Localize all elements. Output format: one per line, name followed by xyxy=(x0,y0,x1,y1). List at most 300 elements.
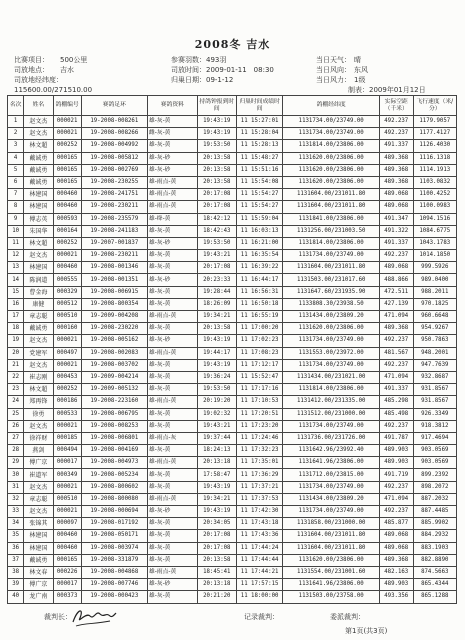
table-cell: 11 15:59:04 xyxy=(236,213,283,225)
table-row xyxy=(8,469,457,481)
table-cell: 19-2008-800602 xyxy=(81,481,147,493)
table-cell: 491.337 xyxy=(379,140,413,152)
table-cell: 徐祥财 xyxy=(24,432,53,444)
table-cell: 朱国华 xyxy=(24,225,53,237)
table-cell: 林文超 xyxy=(24,140,53,152)
table-cell: 雄-灰-黄 xyxy=(147,554,197,566)
table-cell: 雄-灰-黄 xyxy=(147,371,197,383)
table-cell: 1131712.00/23815.00 xyxy=(283,469,380,481)
table-cell: 20:13:58 xyxy=(197,164,236,176)
table-cell: 11 16:50:18 xyxy=(236,298,283,310)
table-cell: 雄-灰-黄 xyxy=(147,469,197,481)
table-cell: 12 xyxy=(8,250,24,262)
table-cell: 11 xyxy=(8,237,24,249)
table-cell: 33 xyxy=(8,506,24,518)
table-cell: 11 17:42:30 xyxy=(236,506,283,518)
table-cell: 489.368 xyxy=(379,176,413,188)
table-cell: 雄-灰-黄 xyxy=(147,225,197,237)
release-coords: 115600.00/271510.00 xyxy=(14,86,93,94)
table-cell: 11 15:28:04 xyxy=(236,128,283,140)
table-cell: 1014.1850 xyxy=(413,250,456,262)
table-cell: 37 xyxy=(8,554,24,566)
table-row xyxy=(8,152,457,164)
table-cell: 931.8567 xyxy=(413,396,456,408)
table-cell: 1131642.96/23992.40 xyxy=(283,445,380,457)
column-header: 飞行速度（米/分） xyxy=(413,96,456,116)
table-cell: 9 xyxy=(8,213,24,225)
table-row xyxy=(8,311,457,323)
table-cell: 000021 xyxy=(53,359,81,371)
table-cell: 000252 xyxy=(53,140,81,152)
table-cell: 1131256.00/231003.50 xyxy=(283,225,380,237)
table-cell: 19-2008-003702 xyxy=(81,359,147,371)
table-cell: 427.139 xyxy=(379,298,413,310)
table-row xyxy=(8,298,457,310)
table-cell: 000021 xyxy=(53,116,81,128)
table-cell: 郑再锋 xyxy=(24,396,53,408)
table-cell: 000593 xyxy=(53,213,81,225)
table-cell: 1116.1318 xyxy=(413,152,456,164)
table-row xyxy=(8,250,457,262)
weather-label: 当日天气： xyxy=(316,56,351,64)
committee-label: 委派裁判： xyxy=(330,613,365,621)
table-cell: 19:37:44 xyxy=(197,432,236,444)
table-cell: 19:44:17 xyxy=(197,347,236,359)
table-cell: 000226 xyxy=(53,566,81,578)
table-cell: 489.068 xyxy=(379,262,413,274)
table-cell: 19-2008-004992 xyxy=(81,140,147,152)
table-cell: 雄-灰-黄 xyxy=(147,140,197,152)
table-cell: 931.8567 xyxy=(413,384,456,396)
table-row xyxy=(8,201,457,213)
table-cell: 徐勇 xyxy=(24,408,53,420)
table-cell: 11 15:54:27 xyxy=(236,189,283,201)
table-cell: 1126.4030 xyxy=(413,140,456,152)
table-cell: 988.2011 xyxy=(413,286,456,298)
table-cell: 970.1825 xyxy=(413,298,456,310)
table-cell: 11 17:08:23 xyxy=(236,347,283,359)
table-cell: 雄-灰-黄 xyxy=(147,116,197,128)
table-cell: 雄-灰-砂 xyxy=(147,506,197,518)
table-cell: 000510 xyxy=(53,493,81,505)
table-cell: 947.7639 xyxy=(413,359,456,371)
table-cell: 865.1288 xyxy=(413,591,456,603)
table-cell: 19-2008-050171 xyxy=(81,530,147,542)
table-cell: 19:34:21 xyxy=(197,311,236,323)
table-cell: 932.8687 xyxy=(413,371,456,383)
page-number: 第1页(共3页) xyxy=(345,627,388,635)
table-cell: 曹金海 xyxy=(24,286,53,298)
table-cell: 25 xyxy=(8,408,24,420)
table-cell: 11 17:17:16 xyxy=(236,384,283,396)
table-cell: 雄-灰-黄 xyxy=(147,518,197,530)
release-place: 吉水 xyxy=(60,66,74,74)
entries: 493羽 xyxy=(206,56,227,64)
table-cell: 赵文杰 xyxy=(24,128,53,140)
table-cell: 000460 xyxy=(53,530,81,542)
table-cell: 林建国 xyxy=(24,530,53,542)
table-cell: 19-2008-005162 xyxy=(81,335,147,347)
release-place-label: 司放地点： xyxy=(14,66,49,74)
table-row xyxy=(8,286,457,298)
table-cell: 472.511 xyxy=(379,286,413,298)
print-date: 制表：2009年01月12日 xyxy=(348,86,426,94)
table-cell: 11 17:00:20 xyxy=(236,323,283,335)
table-cell: 雄-雨点-黄 xyxy=(147,493,197,505)
weather: 晴 xyxy=(354,56,361,64)
table-row xyxy=(8,116,457,128)
table-cell: 11 15:28:13 xyxy=(236,140,283,152)
table-cell: 3 xyxy=(8,140,24,152)
table-cell: 1131512.00/231000.00 xyxy=(283,408,380,420)
table-cell: 章志聪 xyxy=(24,493,53,505)
table-cell: 赵文杰 xyxy=(24,506,53,518)
table-cell: 19-2008-004868 xyxy=(81,566,147,578)
table-cell: 19-2008-002769 xyxy=(81,164,147,176)
table-cell: 林文超 xyxy=(24,237,53,249)
table-cell: 000185 xyxy=(53,432,81,444)
table-cell: 雄-灰-砂 xyxy=(147,152,197,164)
table-cell: 1131620.00/23806.00 xyxy=(283,152,380,164)
table-cell: 39 xyxy=(8,579,24,591)
table-cell: 陈润道 xyxy=(24,274,53,286)
table-cell: 11 17:35:01 xyxy=(236,457,283,469)
table-cell: 1179.9057 xyxy=(413,116,456,128)
table-cell: 11 17:44:21 xyxy=(236,566,283,578)
table-cell: 489.903 xyxy=(379,579,413,591)
table-row xyxy=(8,262,457,274)
table-cell: 雄-灰-黄 xyxy=(147,445,197,457)
table-cell: 000186 xyxy=(53,396,81,408)
referee-label: 裁判长： xyxy=(44,613,72,621)
table-cell: 489.903 xyxy=(379,457,413,469)
table-cell: 1131734.00/23749.00 xyxy=(283,359,380,371)
table-cell: 20:19:20 xyxy=(197,396,236,408)
table-cell: 20:13:58 xyxy=(197,323,236,335)
table-cell: 1131641.96/23806.00 xyxy=(283,579,380,591)
table-cell: 20:13:18 xyxy=(197,457,236,469)
table-cell: 20:17:08 xyxy=(197,530,236,542)
table-cell: 赵文杰 xyxy=(24,116,53,128)
table-cell: 1131641.96/23806.00 xyxy=(283,457,380,469)
table-cell: 19-2008-223160 xyxy=(81,396,147,408)
table-cell: 6 xyxy=(8,176,24,188)
table-row xyxy=(8,140,457,152)
table-cell: 903.0569 xyxy=(413,445,456,457)
table-cell: 19:36:24 xyxy=(197,371,236,383)
table-cell: 雄-雨点-黄 xyxy=(147,201,197,213)
table-cell: 党建军 xyxy=(24,347,53,359)
column-header: 赛鸽资料 xyxy=(147,96,197,116)
table-cell: 000021 xyxy=(53,250,81,262)
referee-signature xyxy=(70,604,118,630)
table-cell: 19 xyxy=(8,335,24,347)
column-header: 鸽棚编号 xyxy=(53,96,81,116)
table-cell: 19-2009-004208 xyxy=(81,311,147,323)
table-cell: 林文春 xyxy=(24,566,53,578)
table-cell: 485.298 xyxy=(379,396,413,408)
table-cell: 雄-灰-黄 xyxy=(147,530,197,542)
table-cell: 1100.4252 xyxy=(413,189,456,201)
table-cell: 000460 xyxy=(53,262,81,274)
table-cell: 1103.0832 xyxy=(413,176,456,188)
table-cell: 雄-绛-黄 xyxy=(147,213,197,225)
table-cell: 882.8890 xyxy=(413,554,456,566)
table-cell: 雄-雨点-黄 xyxy=(147,566,197,578)
recorder-label: 记录裁判： xyxy=(244,613,279,621)
table-cell: 雄-灰-砂 xyxy=(147,579,197,591)
table-cell: 雄-灰-黄 xyxy=(147,481,197,493)
table-cell: 4 xyxy=(8,152,24,164)
table-cell: 19:53:50 xyxy=(197,237,236,249)
table-cell: 戴诚勇 xyxy=(24,152,53,164)
table-cell: 917.4694 xyxy=(413,432,456,444)
table-cell: 19-2009-005132 xyxy=(81,384,147,396)
table-body xyxy=(8,116,457,604)
table-cell: 赵文杰 xyxy=(24,250,53,262)
table-cell: 000160 xyxy=(53,323,81,335)
table-cell: 戴诚勇 xyxy=(24,554,53,566)
table-cell: 章志聪 xyxy=(24,311,53,323)
table-cell: 11 15:52:47 xyxy=(236,371,283,383)
table-cell: 885.9902 xyxy=(413,518,456,530)
table-cell: 20:17:08 xyxy=(197,542,236,554)
table-cell: 雄-灰-砂 xyxy=(147,335,197,347)
table-cell: 2 xyxy=(8,128,24,140)
table-cell: 19-2008-004973 xyxy=(81,457,147,469)
table-cell: 19-2008-230220 xyxy=(81,323,147,335)
table-cell: 1131434.00/23809.20 xyxy=(283,493,380,505)
table-cell: 林建国 xyxy=(24,201,53,213)
table-cell: 918.3812 xyxy=(413,420,456,432)
table-row xyxy=(8,164,457,176)
table-cell: 492.237 xyxy=(379,116,413,128)
table-cell: 887.4485 xyxy=(413,506,456,518)
table-cell: 1100.0983 xyxy=(413,201,456,213)
return-date-label: 归巢日期： xyxy=(171,76,206,84)
table-cell: 488.866 xyxy=(379,274,413,286)
table-cell: 19-2008-001351 xyxy=(81,274,147,286)
table-cell: 485.877 xyxy=(379,518,413,530)
table-cell: 雄-灰-黄 xyxy=(147,591,197,603)
table-cell: 18:26:09 xyxy=(197,298,236,310)
table-cell: 19-2008-002083 xyxy=(81,347,147,359)
table-cell: 1131814.00/23806.00 xyxy=(283,384,380,396)
table-cell: 1131841.00/23806.00 xyxy=(283,213,380,225)
table-cell: 1131553.00/23972.00 xyxy=(283,347,380,359)
table-cell: 19:43:19 xyxy=(197,481,236,493)
table-cell: 492.237 xyxy=(379,359,413,371)
table-cell: 485.498 xyxy=(379,408,413,420)
table-cell: 492.237 xyxy=(379,420,413,432)
table-cell: 19-2008-241751 xyxy=(81,189,147,201)
table-cell: 雄-灰-砂 xyxy=(147,164,197,176)
table-cell: 19-2008-230211 xyxy=(81,250,147,262)
table-cell: 492.237 xyxy=(379,250,413,262)
table-cell: 1131814.00/23806.00 xyxy=(283,140,380,152)
table-cell: 1131604.00/231011.80 xyxy=(283,530,380,542)
column-header: 持鸽钟报到时间 xyxy=(197,96,236,116)
table-cell: 11 16:21:00 xyxy=(236,237,283,249)
table-cell: 11 17:44:24 xyxy=(236,542,283,554)
table-cell: 19-2009-004214 xyxy=(81,371,147,383)
table-cell: 1131647.60/231935.90 xyxy=(283,286,380,298)
table-cell: 1131604.00/231011.80 xyxy=(283,542,380,554)
table-cell: 11 16:35:54 xyxy=(236,250,283,262)
table-cell: 燕剑 xyxy=(24,445,53,457)
table-cell: 1131734.00/23749.00 xyxy=(283,481,380,493)
table-cell: 11 17:23:20 xyxy=(236,420,283,432)
table-row xyxy=(8,432,457,444)
table-cell: 19:34:21 xyxy=(197,493,236,505)
table-cell: 11 17:43:18 xyxy=(236,518,283,530)
table-row xyxy=(8,384,457,396)
table-cell: 865.4344 xyxy=(413,579,456,591)
table-cell: 雄-灰-砂 xyxy=(147,237,197,249)
table-cell: 11 17:24:46 xyxy=(236,432,283,444)
table-cell: 19:28:44 xyxy=(197,286,236,298)
table-cell: 000460 xyxy=(53,201,81,213)
table-cell: 489.068 xyxy=(379,189,413,201)
table-cell: 28 xyxy=(8,445,24,457)
table-row xyxy=(8,554,457,566)
table-cell: 954.9267 xyxy=(413,323,456,335)
table-cell: 18:24:13 xyxy=(197,445,236,457)
table-cell: 20:17:08 xyxy=(197,189,236,201)
table-cell: 1131734.00/23749.00 xyxy=(283,506,380,518)
table-cell: 19-2008-008253 xyxy=(81,420,147,432)
table-row xyxy=(8,347,457,359)
table-cell: 林建国 xyxy=(24,542,53,554)
table-cell: 13 xyxy=(8,262,24,274)
table-cell: 492.237 xyxy=(379,506,413,518)
table-cell: 11 15:51:16 xyxy=(236,164,283,176)
table-cell: 19-2008-005812 xyxy=(81,152,147,164)
table-cell: 1131734.00/23749.00 xyxy=(283,250,380,262)
table-cell: 1131604.00/231011.80 xyxy=(283,189,380,201)
table-cell: 雄-灰-黄 xyxy=(147,323,197,335)
table-row xyxy=(8,323,457,335)
table-cell: 489.368 xyxy=(379,554,413,566)
table-row xyxy=(8,274,457,286)
table-cell: 19:53:50 xyxy=(197,140,236,152)
table-cell: 1084.6775 xyxy=(413,225,456,237)
table-cell: 雄-灰-砂 xyxy=(147,274,197,286)
table-cell: 11 15:54:08 xyxy=(236,176,283,188)
table-cell: 1131734.00/23749.00 xyxy=(283,128,380,140)
table-cell: 1131736.00/231726.00 xyxy=(283,432,380,444)
table-cell: 雄-灰-黄 xyxy=(147,298,197,310)
table-cell: 1177.4127 xyxy=(413,128,456,140)
table-row xyxy=(8,359,457,371)
table-cell: 14 xyxy=(8,274,24,286)
table-cell: 000165 xyxy=(53,554,81,566)
table-cell: 19:02:32 xyxy=(197,408,236,420)
table-cell: 赵文杰 xyxy=(24,420,53,432)
table-row xyxy=(8,225,457,237)
table-cell: 11 17:37:53 xyxy=(236,493,283,505)
table-cell: 000097 xyxy=(53,518,81,530)
table-cell: 11 18:00:00 xyxy=(236,591,283,603)
table-cell: 19-2008-017192 xyxy=(81,518,147,530)
table-cell: 491.787 xyxy=(379,432,413,444)
table-cell: 戴诚勇 xyxy=(24,176,53,188)
table-cell: 19-2008-003974 xyxy=(81,542,147,554)
table-cell: 11 16:55:19 xyxy=(236,311,283,323)
table-cell: 20 xyxy=(8,347,24,359)
table-cell: 19-2008-008261 xyxy=(81,116,147,128)
table-cell: 雄-灰-黄 xyxy=(147,359,197,371)
table-cell: 19-2008-005234 xyxy=(81,469,147,481)
table-cell: 雌-灰-黄 xyxy=(147,128,197,140)
column-header: 实际空距（千米） xyxy=(379,96,413,116)
table-cell: 19-2008-800080 xyxy=(81,493,147,505)
table-cell: 000555 xyxy=(53,274,81,286)
table-cell: 489.368 xyxy=(379,323,413,335)
table-cell: 雄-雨点-黄 xyxy=(147,176,197,188)
table-cell: 19-2008-004169 xyxy=(81,445,147,457)
table-cell: 11 17:44:44 xyxy=(236,554,283,566)
table-cell: 000165 xyxy=(53,176,81,188)
table-cell: 19-2008-331879 xyxy=(81,554,147,566)
table-cell: 20:13:18 xyxy=(197,579,236,591)
table-cell: 960.6648 xyxy=(413,311,456,323)
table-cell: 19-2008-241183 xyxy=(81,225,147,237)
table-cell: 000165 xyxy=(53,152,81,164)
table-row xyxy=(8,518,457,530)
table-cell: 19:43:21 xyxy=(197,420,236,432)
table-cell: 雄-雨点-灰 xyxy=(147,432,197,444)
table-cell: 000021 xyxy=(53,335,81,347)
table-cell: 17 xyxy=(8,311,24,323)
table-cell: 000017 xyxy=(53,457,81,469)
table-cell: 000510 xyxy=(53,311,81,323)
table-cell: 1131734.00/23749.00 xyxy=(283,420,380,432)
table-cell: 16 xyxy=(8,298,24,310)
table-row xyxy=(8,335,457,347)
table-row xyxy=(8,408,457,420)
release-coords-label: 司放地经纬度： xyxy=(14,76,63,84)
table-cell: 884.2932 xyxy=(413,530,456,542)
table-cell: 林建国 xyxy=(24,262,53,274)
table-cell: 19-2008-008266 xyxy=(81,128,147,140)
table-cell: 1131604.00/231011.80 xyxy=(283,201,380,213)
table-cell: 11 16:44:17 xyxy=(236,274,283,286)
table-cell: 000329 xyxy=(53,286,81,298)
table-cell: 张锦其 xyxy=(24,518,53,530)
table-cell: 雄-灰-黄 xyxy=(147,250,197,262)
table-cell: 11 15:48:27 xyxy=(236,152,283,164)
table-cell: 康健 xyxy=(24,298,53,310)
table-cell: 903.0569 xyxy=(413,457,456,469)
table-cell: 雄-雨点-黄 xyxy=(147,347,197,359)
table-cell: 林文超 xyxy=(24,384,53,396)
table-cell: 1131620.00/23806.00 xyxy=(283,176,380,188)
table-cell: 898.2072 xyxy=(413,481,456,493)
table-cell: 11 16:56:31 xyxy=(236,286,283,298)
table-cell: 11 17:32:23 xyxy=(236,445,283,457)
table-cell: 11 17:57:15 xyxy=(236,579,283,591)
table-cell: 赵文杰 xyxy=(24,359,53,371)
table-cell: 1131814.00/23806.00 xyxy=(283,237,380,249)
table-row xyxy=(8,493,457,505)
table-cell: 000349 xyxy=(53,469,81,481)
table-cell: 471.094 xyxy=(379,371,413,383)
table-cell: 492.237 xyxy=(379,481,413,493)
table-cell: 11 17:12:17 xyxy=(236,359,283,371)
table-cell: 20:34:05 xyxy=(197,518,236,530)
table-cell: 30 xyxy=(8,469,24,481)
